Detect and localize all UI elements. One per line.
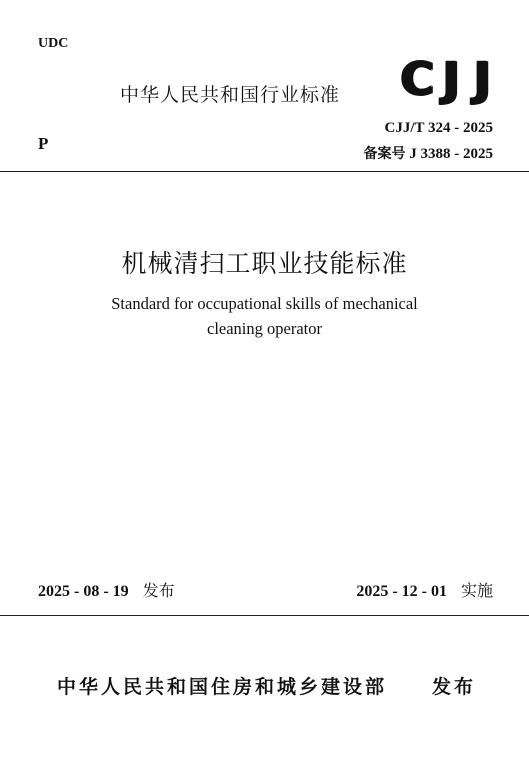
top-divider xyxy=(0,171,529,172)
record-number-value: J 3388 - 2025 xyxy=(409,146,493,162)
title-english-line1: Standard for occupational skills of mechanical xyxy=(111,294,418,313)
record-number xyxy=(364,143,494,163)
title-english xyxy=(0,291,529,341)
bottom-divider xyxy=(0,615,529,616)
cjj-logo xyxy=(400,52,496,106)
issue-date-line xyxy=(38,578,175,601)
title-english-line2: cleaning operator xyxy=(207,319,322,338)
logo-letter-j2: J xyxy=(473,52,491,106)
classification-letter: P xyxy=(38,134,49,153)
logo-letter-c: C xyxy=(400,52,434,106)
logo-letter-j1: J xyxy=(442,52,460,106)
implement-label: 实施 xyxy=(460,581,493,600)
issue-date: 2025 - 08 - 19 xyxy=(38,583,129,600)
udc-label: UDC xyxy=(38,36,69,51)
publisher-name: 中华人民共和国住房和城乡建设部 xyxy=(57,676,388,698)
industry-standard-heading: 中华人民共和国行业标准 xyxy=(120,84,341,106)
issue-label: 发布 xyxy=(142,581,175,600)
implement-date: 2025 - 12 - 01 xyxy=(356,583,447,600)
standard-code: CJJ/T 324 - 2025 xyxy=(384,120,493,136)
title-chinese: 机械清扫工职业技能标准 xyxy=(121,249,408,278)
record-label: 备案号 xyxy=(363,146,406,162)
publish-verb: 发布 xyxy=(432,676,477,698)
implement-date-line xyxy=(356,578,493,601)
